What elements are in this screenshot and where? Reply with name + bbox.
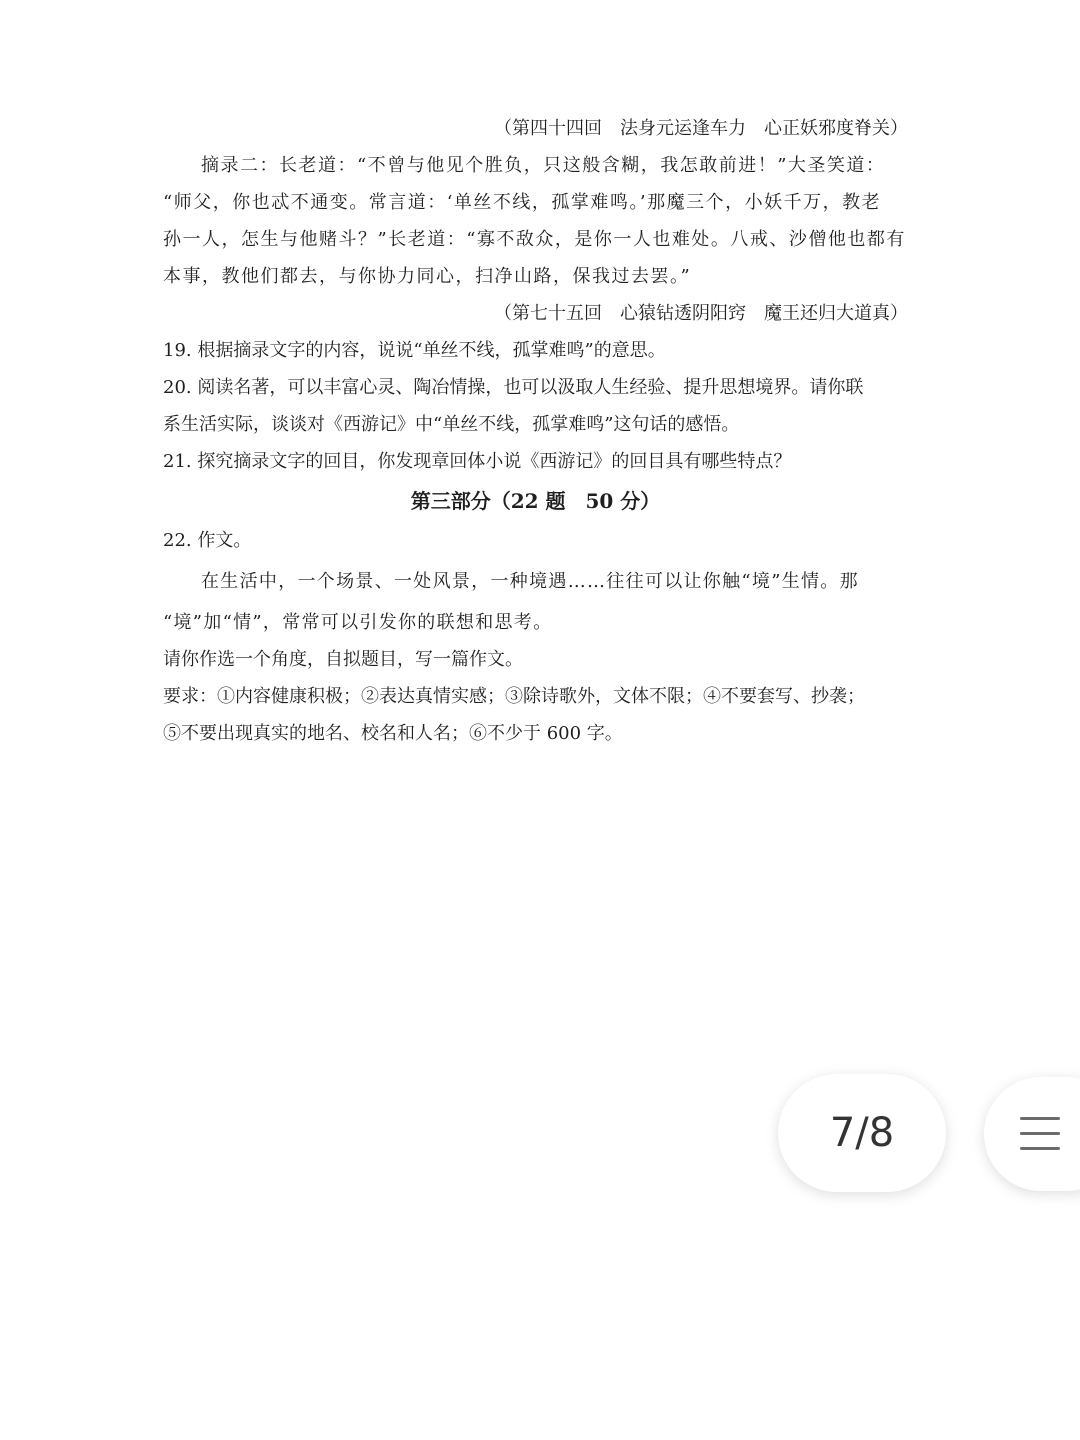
question-20-line: 20. 阅读名著，可以丰富心灵、陶冶情操，也可以汲取人生经验、提升思想境界。请你联 bbox=[163, 377, 864, 398]
requirements-line: 要求：①内容健康积极；②表达真情实感；③除诗歌外，文体不限；④不要套写、抄袭； bbox=[163, 686, 865, 707]
page-indicator-label: 7/8 bbox=[829, 1110, 895, 1156]
question-19: 19. 根据摘录文字的内容，说说“单丝不线，孤掌难鸣”的意思。 bbox=[163, 340, 666, 361]
document-content bbox=[163, 110, 908, 752]
chapter-reference-75: （第七十五回 心猿钻透阴阳窍 魔王还归大道真） bbox=[494, 303, 908, 324]
essay-requirements bbox=[163, 678, 908, 752]
prompt-line: “境”加“情”，常常可以引发你的联想和思考。 bbox=[163, 612, 553, 633]
question-20-line: 系生活实际，谈谈对《西游记》中“单丝不线，孤掌难鸣”这句话的感悟。 bbox=[163, 414, 740, 435]
question-20 bbox=[163, 369, 908, 443]
question-21: 21. 探究摘录文字的回目，你发现章回体小说《西游记》的回目具有哪些特点？ bbox=[163, 451, 792, 472]
question-22: 22. 作文。 bbox=[163, 530, 252, 551]
excerpt-line: 本事，教他们都去，与你协力同心，扫净山路，保我过去罢。” bbox=[163, 266, 692, 287]
prompt-line: 在生活中，一个场景、一处风景，一种境遇……往往可以让你触“境”生情。那 bbox=[201, 571, 859, 592]
excerpt-two bbox=[163, 147, 908, 295]
excerpt-line: “师父，你也忒不通变。常言道：‘单丝不线，孤掌难鸣。’那魔三个，小妖千万，教老 bbox=[163, 192, 882, 213]
essay-instruction: 请你作选一个角度，自拟题目，写一篇作文。 bbox=[163, 649, 523, 670]
excerpt-line: 摘录二：长老道：“不曾与他见个胜负，只这般含糊，我怎敢前进！”大圣笑道： bbox=[201, 155, 886, 176]
essay-prompt bbox=[163, 563, 908, 641]
hamburger-menu-icon bbox=[1020, 1117, 1060, 1151]
chapter-reference-44: （第四十四回 法身元运逢车力 心正妖邪度脊关） bbox=[494, 118, 908, 139]
page-indicator[interactable] bbox=[778, 1074, 946, 1192]
requirements-line: ⑤不要出现真实的地名、校名和人名；⑥不少于 600 字。 bbox=[163, 723, 623, 744]
menu-button[interactable] bbox=[984, 1077, 1080, 1191]
section-three-title: 第三部分（22 题 50 分） bbox=[410, 489, 661, 513]
excerpt-line: 孙一人，怎生与他赌斗？”长老道：“寡不敌众，是你一人也难处。八戒、沙僧他也都有 bbox=[163, 229, 906, 250]
